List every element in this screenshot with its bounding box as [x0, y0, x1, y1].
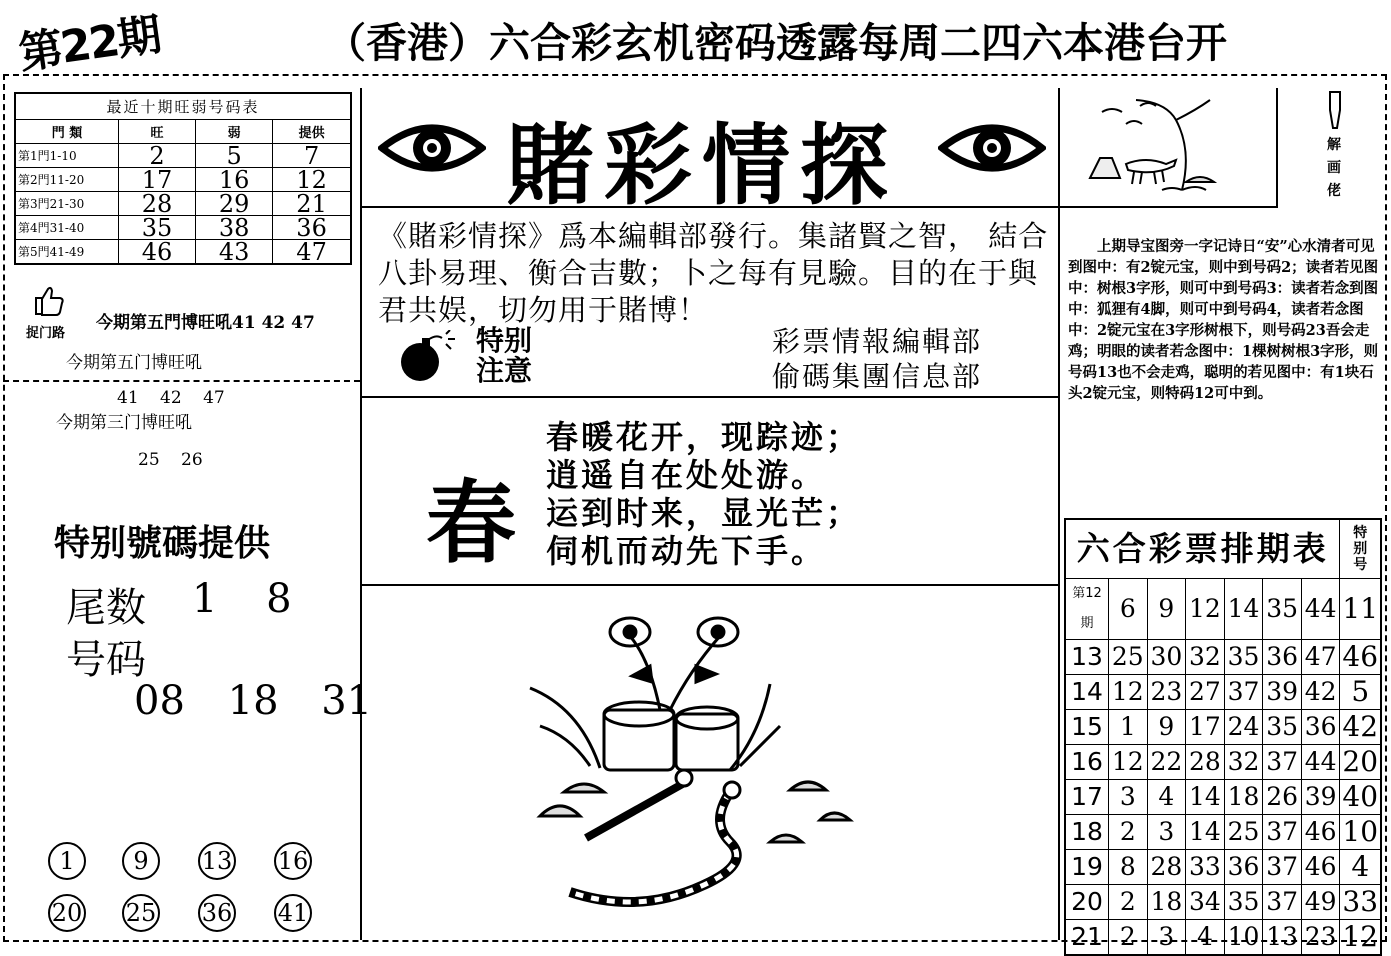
circled-number: 36 — [198, 894, 236, 932]
poem-line: 运到时来，显光芒； — [546, 494, 862, 532]
number-cell: 9 — [1147, 710, 1186, 745]
number-cell: 22 — [1147, 745, 1186, 780]
number-cell: 3 — [1109, 780, 1148, 815]
number-cell: 18 — [1147, 885, 1186, 920]
period-cell: 15 — [1065, 710, 1109, 745]
special-title: 特别號碼提供 — [54, 523, 271, 564]
divider-h2 — [360, 396, 1060, 398]
number-cell: 35 — [1263, 710, 1302, 745]
number-cell: 36 — [1301, 710, 1340, 745]
number-cell: 37 — [1224, 675, 1263, 710]
number-cell: 36 — [1224, 850, 1263, 885]
number-cell: 32 — [1224, 745, 1263, 780]
number-cell: 35 — [1224, 885, 1263, 920]
number-cell: 2 — [1109, 920, 1148, 956]
special-cell: 20 — [1340, 745, 1381, 780]
number-cell: 28 — [1147, 850, 1186, 885]
circled-number: 9 — [122, 842, 160, 880]
circled-number: 41 — [274, 894, 312, 932]
tip-icon-label: 捉门路 — [26, 326, 66, 341]
number-cell: 24 — [1224, 710, 1263, 745]
intro-text: 《賭彩情探》爲本編輯部發行。集諸賢之智， 結合八卦易理、衡合吉數；卜之每有見驗。目的在于與君共娱，切勿用于賭博！ — [378, 219, 1049, 327]
pointing-hand-icon — [1324, 90, 1348, 130]
number-cell: 12 — [1109, 675, 1148, 710]
divider-left — [360, 88, 362, 940]
table-row — [1065, 920, 1381, 956]
number-cell: 35 — [1224, 640, 1263, 675]
number-cell: 1 — [1109, 710, 1148, 745]
number-cell: 17 — [1186, 710, 1225, 745]
col-header: 提供 — [273, 120, 351, 144]
poem-line: 春暖花开，现踪迹； — [546, 418, 862, 456]
gate5-numbers: 41 42 47 — [117, 388, 225, 408]
number-cell: 25 — [1224, 815, 1263, 850]
period-cell: 17 — [1065, 780, 1109, 815]
hint-label-char: 佬 — [1327, 183, 1341, 199]
flower-snake-illustration — [500, 606, 860, 928]
period-cell: 18 — [1065, 815, 1109, 850]
offer-value: 7 — [273, 144, 351, 168]
weak-value: 43 — [196, 240, 273, 265]
code-values: 08 18 31 — [134, 678, 373, 724]
schedule-title: 六合彩票排期表 — [1065, 519, 1340, 579]
number-cell: 8 — [1109, 850, 1148, 885]
department-1: 彩票情報編輯部 — [772, 325, 983, 358]
gate5-label: 今期第五门博旺吼 — [66, 353, 202, 373]
period-cell: 21 — [1065, 920, 1109, 956]
strong-value: 35 — [119, 216, 196, 240]
gate3-numbers: 25 26 — [138, 450, 203, 470]
weak-value: 38 — [196, 216, 273, 240]
strong-value: 17 — [119, 168, 196, 192]
number-cell: 14 — [1186, 780, 1225, 815]
circled-number: 13 — [198, 842, 236, 880]
number-cell: 12 — [1186, 579, 1225, 640]
gate-label: 第4門31-40 — [15, 216, 119, 240]
table-row — [1065, 640, 1381, 675]
strength-table-caption: 最近十期旺弱号码表 — [15, 93, 351, 120]
department-names — [772, 324, 982, 394]
number-cell: 4 — [1186, 920, 1225, 956]
col-header: 門 類 — [15, 120, 119, 144]
special-cell: 46 — [1340, 640, 1381, 675]
divider-h3 — [360, 584, 1060, 586]
special-cell: 40 — [1340, 780, 1381, 815]
table-row — [15, 216, 351, 240]
circled-number: 20 — [48, 894, 86, 932]
special-cell: 33 — [1340, 885, 1381, 920]
divider-left-h — [3, 380, 360, 382]
number-cell: 32 — [1186, 640, 1225, 675]
number-cell: 2 — [1109, 885, 1148, 920]
number-cell: 14 — [1186, 815, 1225, 850]
offer-value: 12 — [273, 168, 351, 192]
strong-value: 28 — [119, 192, 196, 216]
period-cell: 14 — [1065, 675, 1109, 710]
number-cell: 9 — [1147, 579, 1186, 640]
period-cell: 第12期 — [1065, 579, 1109, 640]
number-cell: 10 — [1224, 920, 1263, 956]
number-cell: 44 — [1301, 745, 1340, 780]
circled-number: 25 — [122, 894, 160, 932]
tip-main-line: 今期第五門博旺吼41 42 47 — [96, 313, 315, 333]
gate-label: 第1門1-10 — [15, 144, 119, 168]
table-row — [15, 192, 351, 216]
hint-label-char: 解 — [1327, 137, 1341, 153]
special-header-char: 号 — [1353, 557, 1368, 573]
table-row — [15, 240, 351, 265]
number-cell: 3 — [1147, 920, 1186, 956]
offer-value: 47 — [273, 240, 351, 265]
table-row — [1065, 675, 1381, 710]
poem-line: 伺机而动先下手。 — [546, 532, 827, 570]
eye-icon — [378, 118, 486, 178]
number-cell: 35 — [1263, 579, 1302, 640]
hint-label-char: 画 — [1327, 160, 1341, 176]
hint-label — [1324, 134, 1344, 203]
tail-label: 尾数 — [66, 585, 146, 631]
issue-number: 第22期 — [15, 9, 163, 80]
number-cell: 18 — [1224, 780, 1263, 815]
number-cell: 30 — [1147, 640, 1186, 675]
offer-value: 36 — [273, 216, 351, 240]
number-cell: 37 — [1263, 815, 1302, 850]
number-cell: 36 — [1263, 640, 1302, 675]
number-cell: 39 — [1301, 780, 1340, 815]
number-cell: 6 — [1109, 579, 1148, 640]
special-cell: 11 — [1340, 579, 1381, 640]
special-cell: 42 — [1340, 710, 1381, 745]
poem-line: 逍遥自在处处游。 — [546, 456, 827, 494]
special-cell: 5 — [1340, 675, 1381, 710]
table-row — [15, 168, 351, 192]
number-cell: 12 — [1109, 745, 1148, 780]
headline: （香港）六合彩玄机密码透露每周二四六本港台开 — [325, 19, 1227, 67]
table-row — [1065, 579, 1381, 640]
number-cell: 4 — [1147, 780, 1186, 815]
number-cell: 3 — [1147, 815, 1186, 850]
number-cell: 42 — [1301, 675, 1340, 710]
special-cell: 4 — [1340, 850, 1381, 885]
table-row — [1065, 745, 1381, 780]
divider-v3 — [1276, 88, 1278, 208]
notice-line-2: 注意 — [476, 354, 533, 387]
bomb-icon — [398, 330, 468, 384]
gate3-label: 今期第三门博旺吼 — [56, 413, 192, 433]
number-cell: 2 — [1109, 815, 1148, 850]
brand-title: 賭彩情探 — [506, 113, 899, 217]
thumbs-up-icon — [30, 282, 66, 318]
period-cell: 20 — [1065, 885, 1109, 920]
table-row — [1065, 815, 1381, 850]
number-cell: 49 — [1301, 885, 1340, 920]
number-cell: 34 — [1186, 885, 1225, 920]
gate-label: 第3門21-30 — [15, 192, 119, 216]
circled-number: 1 — [48, 842, 86, 880]
tail-values: 1 8 — [192, 576, 292, 622]
number-cell: 46 — [1301, 815, 1340, 850]
poem — [546, 418, 861, 570]
weak-value: 29 — [196, 192, 273, 216]
special-header-char: 特 — [1353, 525, 1368, 541]
number-cell: 47 — [1301, 640, 1340, 675]
number-cell: 33 — [1186, 850, 1225, 885]
special-cell: 12 — [1340, 920, 1381, 956]
number-cell: 37 — [1263, 885, 1302, 920]
number-cell: 37 — [1263, 745, 1302, 780]
number-cell: 46 — [1301, 850, 1340, 885]
number-cell: 23 — [1147, 675, 1186, 710]
period-cell: 16 — [1065, 745, 1109, 780]
special-header-char: 别 — [1353, 541, 1368, 557]
circled-number: 16 — [274, 842, 312, 880]
notice-line-1: 特别 — [476, 324, 533, 357]
offer-value: 21 — [273, 192, 351, 216]
number-cell: 14 — [1224, 579, 1263, 640]
table-row — [1065, 780, 1381, 815]
department-2: 偷碼集團信息部 — [772, 360, 983, 393]
period-cell: 19 — [1065, 850, 1109, 885]
table-row — [1065, 850, 1381, 885]
special-header — [1340, 519, 1381, 579]
strength-table — [14, 92, 352, 265]
period-cell: 13 — [1065, 640, 1109, 675]
notice-text — [476, 326, 532, 386]
special-cell: 10 — [1340, 815, 1381, 850]
divider-right — [1058, 88, 1060, 940]
number-cell: 27 — [1186, 675, 1225, 710]
hint-picture — [1082, 90, 1272, 198]
number-cell: 13 — [1263, 920, 1302, 956]
col-header: 弱 — [196, 120, 273, 144]
strong-value: 2 — [119, 144, 196, 168]
number-cell: 37 — [1263, 850, 1302, 885]
weak-value: 16 — [196, 168, 273, 192]
divider-h4 — [1060, 206, 1276, 208]
number-cell: 25 — [1109, 640, 1148, 675]
code-label: 号码 — [66, 637, 146, 683]
number-cell: 28 — [1186, 745, 1225, 780]
explanation-text: 上期导宝图旁一字记诗日“安”心水清者可见到图中：有2锭元宝，则中到号码2；读者若见图中：树根3字形，则可中到号码3：读者若念到图中：狐狸有4脚，则可中到号码4，读者若念图中：2锭元宝在3字形树根下，则号码23吾会走鸡；明眼的读者若念图中：1棵树树根3字形，则号码13也不会走鸡，聪明的若见图中：有1块石头2锭元宝，则特码12可中到。 — [1068, 238, 1379, 402]
number-cell: 23 — [1301, 920, 1340, 956]
number-cell: 26 — [1263, 780, 1302, 815]
table-row — [1065, 710, 1381, 745]
eye-icon — [938, 118, 1046, 178]
schedule-table — [1064, 518, 1382, 956]
table-row — [15, 144, 351, 168]
number-cell: 39 — [1263, 675, 1302, 710]
strong-value: 46 — [119, 240, 196, 265]
big-character: 春 — [426, 470, 516, 576]
gate-label: 第5門41-49 — [15, 240, 119, 265]
col-header: 旺 — [119, 120, 196, 144]
gate-label: 第2門11-20 — [15, 168, 119, 192]
weak-value: 5 — [196, 144, 273, 168]
table-row — [1065, 885, 1381, 920]
number-cell: 44 — [1301, 579, 1340, 640]
